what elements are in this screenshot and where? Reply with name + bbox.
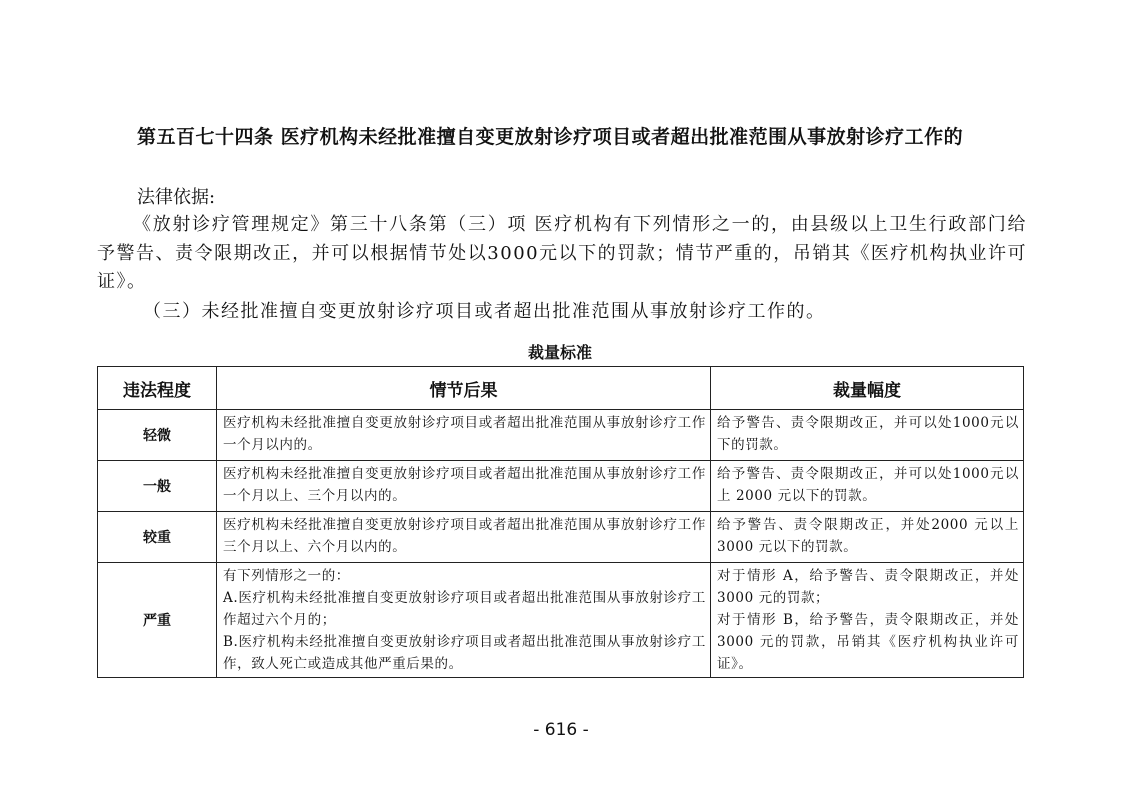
header-range: 裁量幅度 xyxy=(711,367,1024,410)
table-caption: 裁量标准 xyxy=(527,343,592,362)
range-case-b: 对于情形 B，给予警告，责令限期改正，并处3000 元的罚款，吊销其《医疗机构执业许可证》。 xyxy=(717,612,1019,672)
circumstance-case-b: B.医疗机构未经批准擅自变更放射诊疗项目或者超出批准范围从事放射诊疗工作，致人死亡或造成其他严重后果的。 xyxy=(223,634,706,672)
circumstance-case-a: A.医疗机构未经批准擅自变更放射诊疗项目或者超出批准范围从事放射诊疗工作超过六个月的； xyxy=(223,590,706,628)
table-row xyxy=(98,461,1024,512)
article-title: 第五百七十四条 医疗机构未经批准擅自变更放射诊疗项目或者超出批准范围从事放射诊疗工作的 xyxy=(137,126,964,148)
legal-basis-text: 《放射诊疗管理规定》第三十八条第（三）项 医疗机构有下列情形之一的，由县级以上卫生行政部门给予警告、责令限期改正，并可以根据情节处以3000元以下的罚款；情节严重的，吊销其《医疗机构执业许可证》。 xyxy=(97,214,1027,292)
row-range: 给予警告、责令限期改正，并处2000 元以上 3000 元以下的罚款。 xyxy=(711,512,1024,563)
range-case-a: 对于情形 A，给予警告、责令限期改正，并处3000 元的罚款； xyxy=(717,568,1019,606)
row-circumstance: 医疗机构未经批准擅自变更放射诊疗项目或者超出批准范围从事放射诊疗工作一个月以内的。 xyxy=(217,410,711,461)
table-row xyxy=(98,410,1024,461)
row-circumstance xyxy=(217,563,711,678)
row-range: 给予警告、责令限期改正，并可以处1000元以下的罚款。 xyxy=(711,410,1024,461)
row-circumstance: 医疗机构未经批准擅自变更放射诊疗项目或者超出批准范围从事放射诊疗工作三个月以上、六个月以内的。 xyxy=(217,512,711,563)
row-level: 一般 xyxy=(98,461,217,512)
header-level: 违法程度 xyxy=(98,367,217,410)
circumstance-intro: 有下列情形之一的： xyxy=(223,568,350,584)
row-level: 轻微 xyxy=(98,410,217,461)
row-level: 较重 xyxy=(98,512,217,563)
header-circumstance: 情节后果 xyxy=(217,367,711,410)
table-header-row xyxy=(98,367,1024,410)
row-range xyxy=(711,563,1024,678)
row-level: 严重 xyxy=(98,563,217,678)
clause-item-text: （三）未经批准擅自变更放射诊疗项目或者超出批准范围从事放射诊疗工作的。 xyxy=(143,301,826,322)
page-number: - 616 - xyxy=(533,720,589,740)
row-range: 给予警告、责令限期改正，并可以处1000元以上 2000 元以下的罚款。 xyxy=(711,461,1024,512)
row-circumstance: 医疗机构未经批准擅自变更放射诊疗项目或者超出批准范围从事放射诊疗工作一个月以上、三个月以内的。 xyxy=(217,461,711,512)
discretion-standard-table xyxy=(97,366,1024,678)
table-row xyxy=(98,512,1024,563)
legal-basis-label: 法律依据: xyxy=(137,187,216,208)
table-row xyxy=(98,563,1024,678)
